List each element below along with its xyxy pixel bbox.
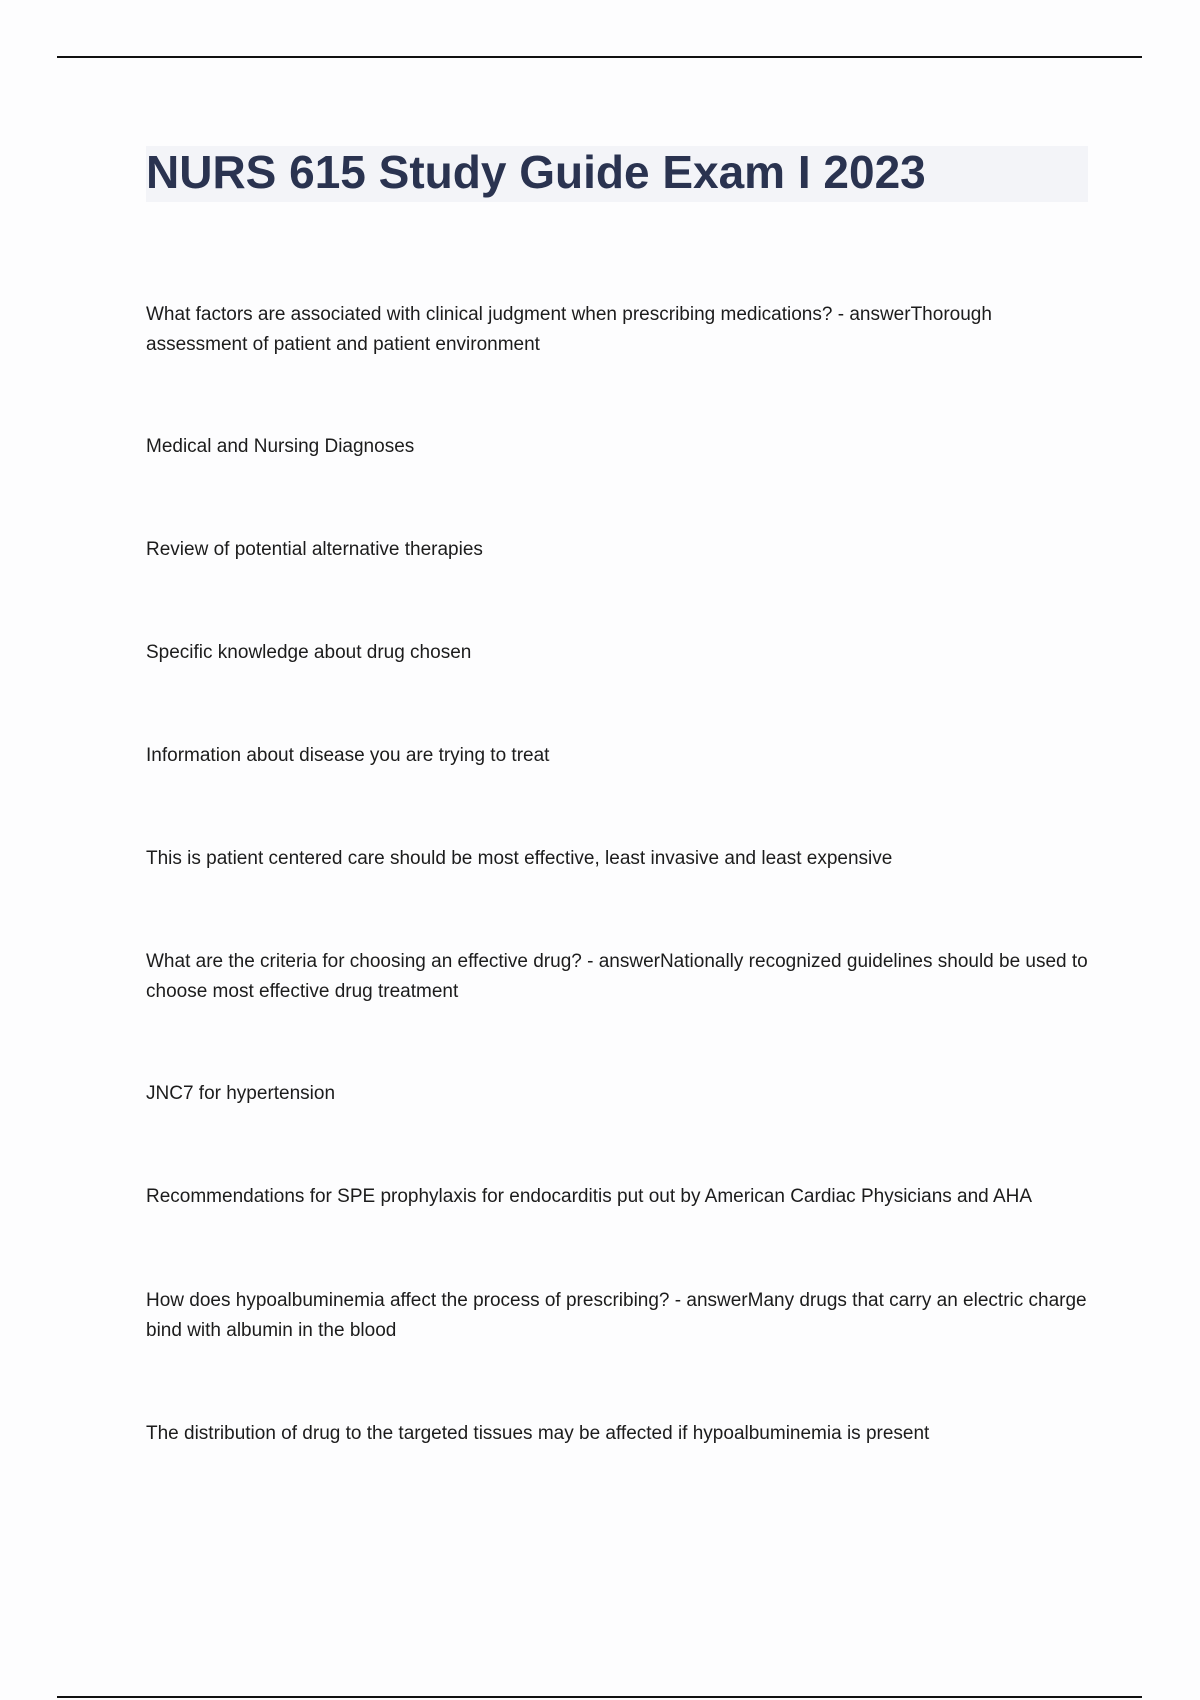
paragraph-q1: What factors are associated with clinical judgment when prescribing medications? - answerThorough assessment of patient and patient environment <box>146 304 992 355</box>
paragraph-a1-item5: Information about disease you are trying to treat <box>146 745 550 766</box>
paragraph-a2-item2: JNC7 for hypertension <box>146 1083 336 1104</box>
paragraph-a1-item3: Review of potential alternative therapies <box>146 539 483 560</box>
paragraph-a1-item2: Medical and Nursing Diagnoses <box>146 436 415 457</box>
bottom-rule <box>57 1696 1142 1698</box>
paragraph-a1-item6: This is patient centered care should be most effective, least invasive and least expensive <box>146 848 893 869</box>
paragraph-q3: How does hypoalbuminemia affect the process of prescribing? - answerMany drugs that carry an electric charge bind with albumin in the blood <box>146 1290 1087 1341</box>
paragraph-a3-item2: The distribution of drug to the targeted tissues may be affected if hypoalbuminemia is present <box>146 1423 930 1444</box>
document-title: NURS 615 Study Guide Exam I 2023 <box>146 146 926 198</box>
paragraph-a2-item3: Recommendations for SPE prophylaxis for endocarditis put out by American Cardiac Physicians and AHA <box>146 1186 1033 1207</box>
paragraph-a1-item4: Specific knowledge about drug chosen <box>146 642 472 663</box>
paragraph-q2: What are the criteria for choosing an effective drug? - answerNationally recognized guidelines should be used to choose most effective drug treatment <box>146 951 1088 1002</box>
top-rule <box>57 56 1142 58</box>
